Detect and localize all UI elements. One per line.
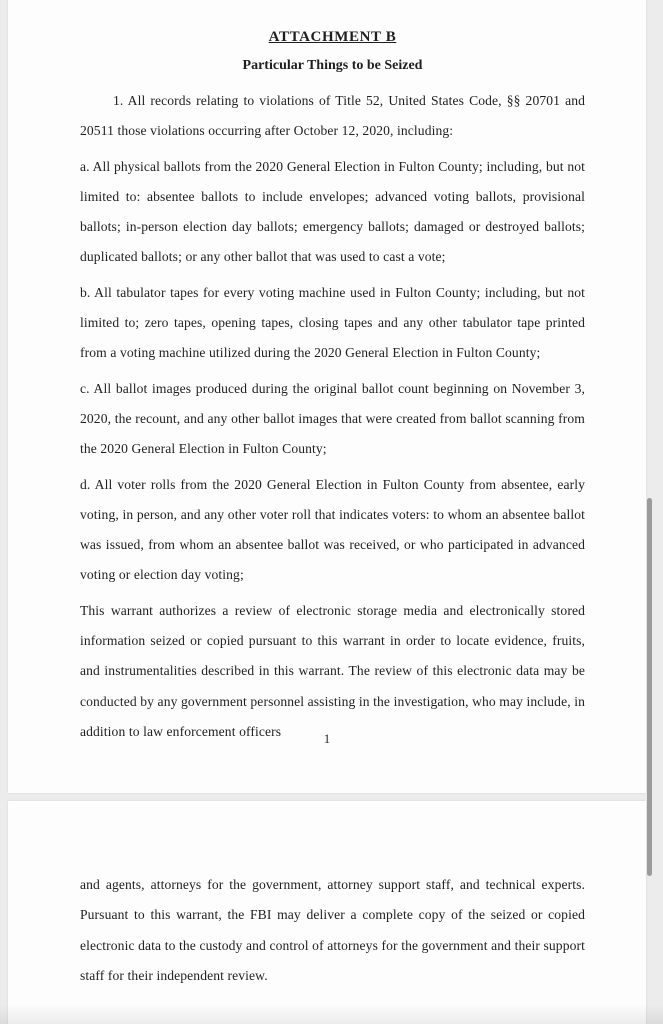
page-number: 1: [323, 731, 331, 746]
scrollbar-thumb[interactable]: [647, 498, 652, 876]
document-page-1: [8, 0, 646, 793]
attachment-subheading: Particular Things to be Seized: [242, 58, 423, 73]
attachment-heading: ATTACHMENT B: [268, 29, 397, 45]
paragraph-a: a. All physical ballots from the 2020 General Election in Fulton County; including, but not limited to: absentee ballots to include envelopes; advanced voting ballots, provisional ballots; in-person election day ballots; emergency ballots; damaged or destroyed ballots; duplicated ballots; or any other ballot that was used to cast a vote;: [80, 158, 585, 265]
paragraph-d: d. All voter rolls from the 2020 General Election in Fulton County from absentee, early voting, in person, and any other voter roll that indicates voters: to whom an absentee ballot was issued, from whom an absentee ballot was received, or who participated in advanced voting or election day voting;: [80, 476, 585, 583]
page-2-content: [8, 801, 646, 991]
page-1-content: [8, 0, 646, 747]
continuation-paragraph: and agents, attorneys for the government, attorney support staff, and technical experts. Pursuant to this warrant, the FBI may deliver a complete copy of the seized or copied electronic data to the custody and control of attorneys for the government and their support staff for their independent review.: [80, 877, 585, 983]
document-page-2: [8, 801, 646, 1024]
paragraph-b: b. All tabulator tapes for every voting machine used in Fulton County; including, but not limited to; zero tapes, opening tapes, closing tapes and any other tabulator tape printed from a voting machine utilized during the 2020 General Election in Fulton County;: [80, 284, 585, 361]
paragraph-c: c. All ballot images produced during the original ballot count beginning on November 3, 2020, the recount, and any other ballot images that were created from ballot scanning from the 2020 General Election in Fulton County;: [80, 380, 585, 457]
intro-paragraph: 1. All records relating to violations of Title 52, United States Code, §§ 20701 and 20511 those violations occurring after October 12, 2020, including:: [80, 93, 585, 139]
warrant-review-paragraph: This warrant authorizes a review of electronic storage media and electronically stored information seized or copied pursuant to this warrant in order to locate evidence, fruits, and instrumentalities described in this warrant. The review of this electronic data may be conducted by any government personnel assisting in the investigation, who may include, in addition to law enforcement officers: [80, 602, 585, 739]
